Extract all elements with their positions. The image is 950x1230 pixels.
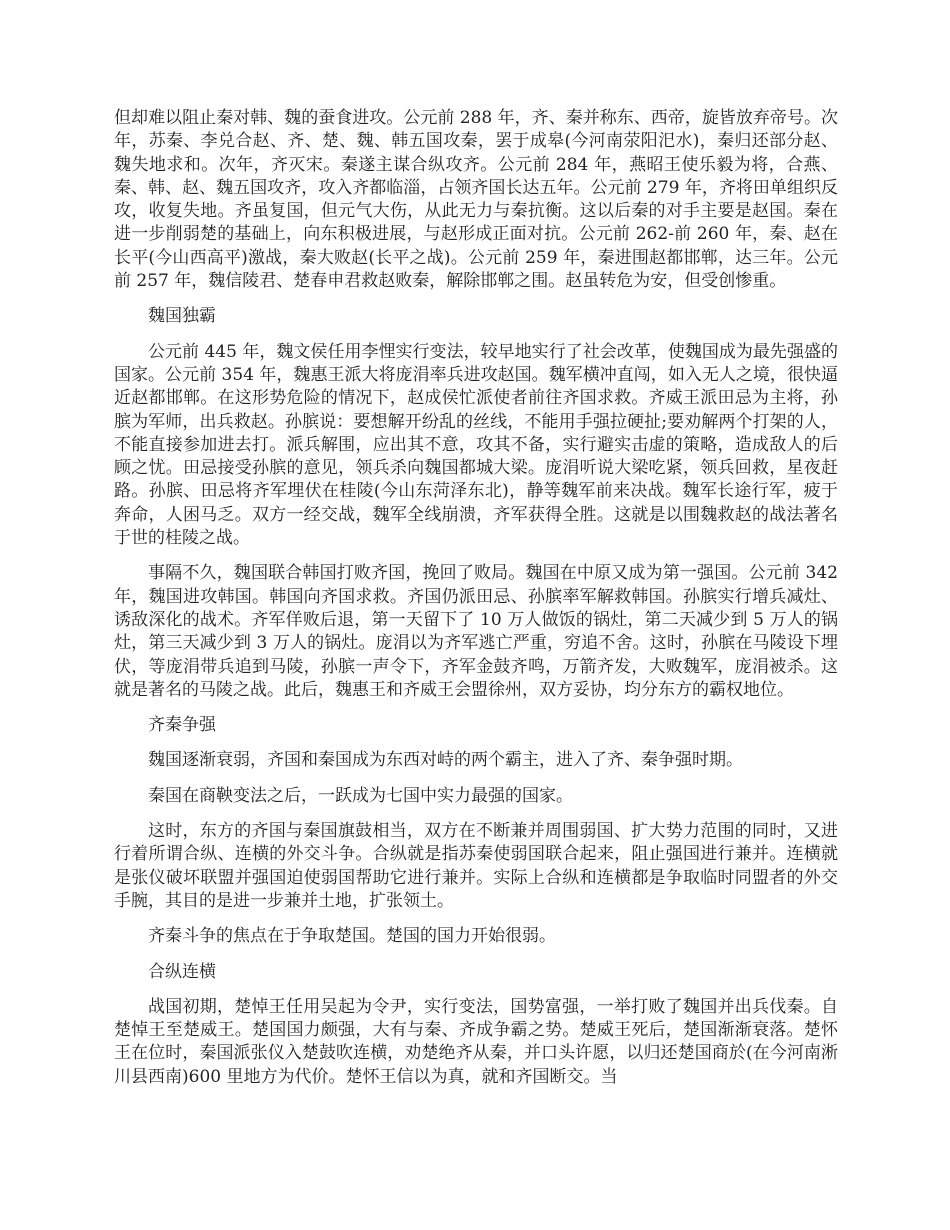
- paragraph-wei-decline: 魏国逐渐衰弱，齐国和秦国成为东西对峙的两个霸主，进入了齐、秦争强时期。: [148, 750, 743, 771]
- paragraph-guiling-battle: 公元前 445 年，魏文侯任用李悝实行变法，较早地实行了社会改革，使魏国成为最先强盛的国家。公元前 354 年，魏惠王派大将庞涓率兵进攻赵国。魏军横冲直闯，如入无人之境，很快逼近赵都邯郸。在这形势危险的情况下，赵成侯忙派使者前往齐国求救。齐威王派田忌为主将，孙膑为军师，出兵救赵。孙膑说：要想解开纷乱的丝线，不能用手强拉硬扯;要劝解两个打架的人，不能直接参加进去打。派兵解围，应出其不意，攻其不备，实行避实击虚的策略，造成敌人的后顾之忧。田忌接受孙膑的意见，领兵杀向魏国都城大梁。庞涓听说大梁吃紧，领兵回救，星夜赶路。孙膑、田忌将齐军埋伏在桂陵(今山东菏泽东北)，静等魏军前来决战。魏军长途行军，疲于奔命，人困马乏。双方一经交战，魏军全线崩溃，齐军获得全胜。这就是以围魏救赵的战法著名于世的桂陵之战。: [114, 341, 838, 549]
- paragraph-maling-battle: 事隔不久，魏国联合韩国打败齐国，挽回了败局。魏国在中原又成为第一强国。公元前 342 年，魏国进攻韩国。韩国向齐国求救。齐国仍派田忌、孙膑率军解救韩国。孙膑实行增兵减灶、诱敌深化的战术。齐军佯败后退，第一天留下了 10 万人做饭的锅灶，第二天减少到 5 万人的锅灶，第三天减少到 3 万人的锅灶。庞涓以为齐军逃亡严重，穷追不舍。这时，孙膑在马陵设下埋伏，等庞涓带兵追到马陵，孙膑一声令下，齐军金鼓齐鸣，万箭齐发，大败魏军，庞涓被杀。这就是著名的马陵之战。此后，魏惠王和齐威王会盟徐州，双方妥协，均分东方的霸权地位。: [114, 563, 838, 700]
- section-heading-alliances: 合纵连横: [148, 961, 216, 982]
- paragraph-changping: 但却难以阻止秦对韩、魏的蚕食进攻。公元前 288 年，齐、秦并称东、西帝，旋皆放弃帝号。次年，苏秦、李兑合赵、齐、楚、魏、韩五国攻秦，罢于成皋(今河南荥阳汜水)，秦归还部分赵、魏失地求和。次年，齐灭宋。秦遂主谋合纵攻齐。公元前 284 年，燕昭王使乐毅为将，合燕、秦、韩、赵、魏五国攻齐，攻入齐都临淄，占领齐国长达五年。公元前 279 年，齐将田单组织反攻，收复失地。齐虽复国，但元气大伤，从此无力与秦抗衡。这以后秦的对手主要是赵国。秦在进一步削弱楚的基础上，向东积极进展，与赵形成正面对抗。公元前 262-前 260 年，秦、赵在长平(今山西高平)激战，秦大败赵(长平之战)。公元前 259 年，秦进围赵都邯郸，达三年。公元前 257 年，魏信陵君、楚春申君救赵败秦，解除邯郸之围。赵虽转危为安，但受创惨重。: [114, 108, 838, 292]
- paragraph-chu-focus: 齐秦斗争的焦点在于争取楚国。楚国的国力开始很弱。: [148, 926, 556, 947]
- document-page: [114, 107, 838, 1101]
- paragraph-hezong-lianheng: 这时，东方的齐国与秦国旗鼓相当，双方在不断兼并周围弱国、扩大势力范围的同时，又进行着所谓合纵、连横的外交斗争。合纵就是指苏秦使弱国联合起来，阻止强国进行兼并。连横就是张仪破坏联盟并强国迫使弱国帮助它进行兼并。实际上合纵和连横都是争取临时同盟者的外交手腕，其目的是进一步兼并土地，扩张领土。: [114, 821, 838, 911]
- paragraph-chu-history: 战国初期，楚悼王任用吴起为令尹，实行变法，国势富强，一举打败了魏国并出兵伐秦。自楚悼王至楚威王。楚国国力颇强，大有与秦、齐成争霸之势。楚威王死后，楚国渐渐衰落。楚怀王在位时，秦国派张仪入楚鼓吹连横，劝楚绝齐从秦，并口头许愿，以归还楚国商於(在今河南淅川县西南)600 里地方为代价。楚怀王信以为真，就和齐国断交。当: [114, 996, 838, 1087]
- section-heading-wei-hegemony: 魏国独霸: [148, 306, 216, 327]
- paragraph-qin-rise: 秦国在商鞅变法之后，一跃成为七国中实力最强的国家。: [148, 785, 573, 806]
- section-heading-qi-qin-rivalry: 齐秦争强: [148, 715, 216, 736]
